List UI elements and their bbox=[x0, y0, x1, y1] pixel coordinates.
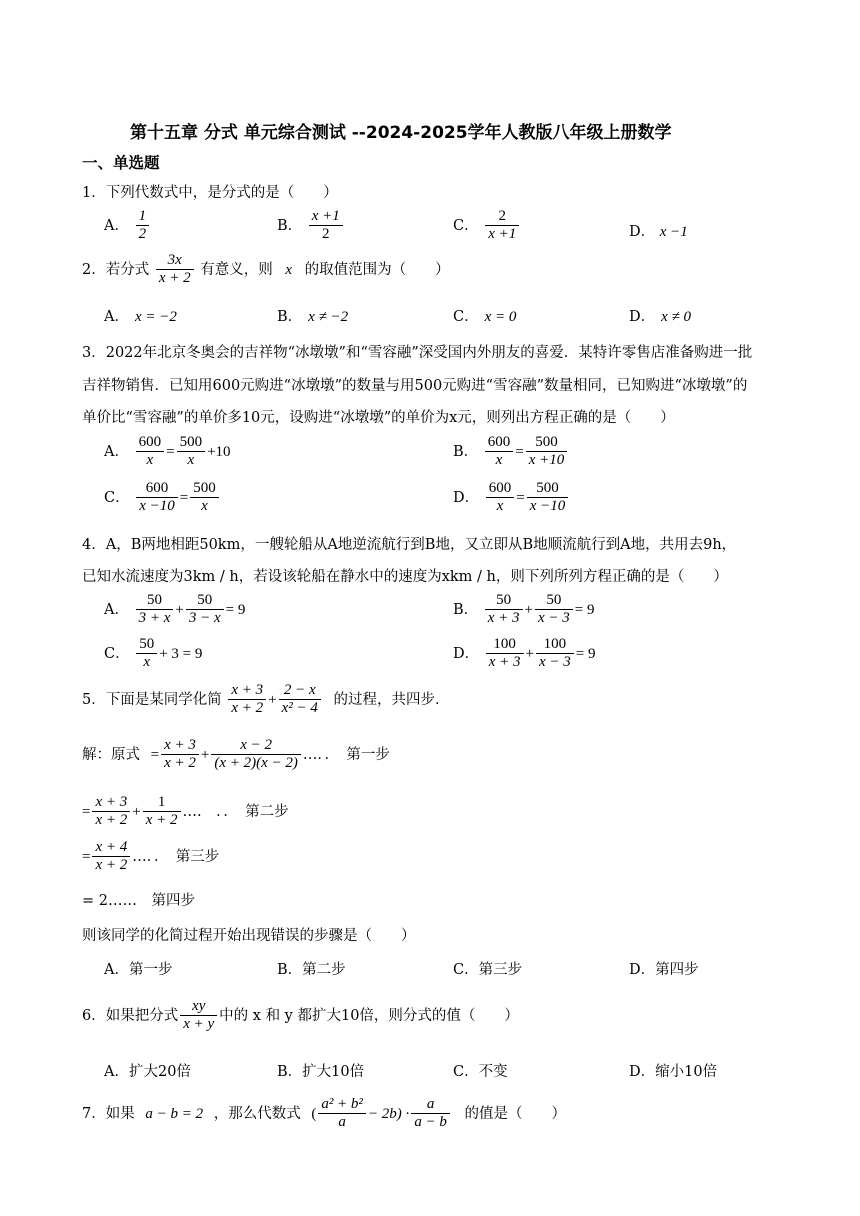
stem-text: 的过程，共四步． bbox=[333, 691, 450, 708]
denominator: 2 bbox=[136, 225, 150, 243]
option-label: B． bbox=[277, 309, 303, 325]
numerator: 50 bbox=[139, 636, 155, 652]
q3-option-b bbox=[453, 434, 569, 470]
question-5-stem: 5．下面是某同学化简 $\frac{x + 3}{x + 2}$ + $\frac{2 - x}{\text{x² − 4}}$ 的过程，共四步． bbox=[82, 682, 450, 717]
numerator: 50 bbox=[146, 592, 162, 608]
denominator: x + 2 bbox=[228, 699, 266, 717]
denominator: x +10 bbox=[526, 451, 568, 469]
solution-step-4: = 2…… 第四步 bbox=[82, 893, 195, 909]
option-label: D． bbox=[629, 224, 656, 240]
stem-text: 5．下面是某同学化简 bbox=[82, 691, 222, 708]
q3-option-d bbox=[453, 480, 570, 516]
plus-sign: + bbox=[524, 601, 534, 618]
denominator: x bbox=[486, 497, 515, 515]
q1-option-a bbox=[104, 208, 151, 244]
fraction bbox=[228, 682, 266, 718]
q5-option-d: D．第四步 bbox=[629, 962, 699, 978]
fraction bbox=[136, 208, 150, 244]
fraction bbox=[486, 480, 515, 516]
question-1-stem: 1．下列代数式中，是分式的是（ ） bbox=[82, 185, 338, 201]
fraction bbox=[279, 682, 321, 718]
question-3-line-2: 吉祥物销售．已知用600元购进“冰墩墩”的数量与用500元购进“雪容融”数量相同，已知购进“冰墩墩”的 bbox=[82, 378, 748, 394]
q4-option-c bbox=[104, 636, 202, 672]
solution-step-3: = $\frac{x + 4}{x + 2}$ …．． 第三步 bbox=[82, 839, 220, 874]
option-value: x −1 bbox=[659, 224, 688, 240]
option-label: A． bbox=[104, 309, 129, 325]
constant-term: +10 bbox=[207, 443, 231, 460]
solution-label: 解：原式 bbox=[82, 746, 140, 763]
denominator: x + 2 bbox=[92, 811, 130, 829]
denominator: x + 2 bbox=[143, 811, 181, 829]
numerator: 600 bbox=[487, 434, 511, 450]
fraction bbox=[136, 434, 165, 470]
question-6-stem bbox=[82, 998, 519, 1034]
question-3-line-3: 单价比“雪容融”的单价多10元，设购进“冰墩墩”的单价为x元，则列出方程正确的是（ ） bbox=[82, 410, 675, 426]
denominator: x + 2 bbox=[156, 269, 194, 287]
denominator: 3 + x bbox=[136, 609, 174, 627]
option-label: C． bbox=[104, 645, 130, 662]
stem-text: 7．如果 bbox=[82, 1105, 135, 1122]
fraction bbox=[526, 434, 568, 470]
numerator: 100 bbox=[493, 636, 516, 652]
q2-option-b bbox=[277, 305, 348, 326]
q2-option-d bbox=[629, 305, 691, 326]
denominator: x bbox=[190, 497, 219, 515]
numerator: xy bbox=[192, 998, 206, 1014]
denominator: x −10 bbox=[136, 497, 178, 515]
numerator: 500 bbox=[535, 434, 558, 450]
plus-sign: + bbox=[525, 645, 534, 662]
question-5-question: 则该同学的化简过程开始出现错误的步骤是（ ） bbox=[82, 928, 416, 944]
question-3-line-1: 3．2022年北京冬奥会的吉祥物“冰墩墩”和“雪容融”深受国内外朋友的喜爱．某特许零售店准备购进一批 bbox=[82, 345, 753, 361]
denominator: x² − 4 bbox=[279, 699, 321, 717]
equation-result: = 9 bbox=[225, 601, 246, 618]
denominator: x + 2 bbox=[92, 856, 130, 874]
q5-option-a: A．第一步 bbox=[104, 962, 173, 978]
fraction bbox=[485, 434, 514, 470]
stem-text: 有意义，则 bbox=[200, 261, 273, 278]
solution-step-1: 解：原式 = $\frac{x + 3}{x + 2}$ + $\frac{x - 2}{(x + 2)(x - 2)}$ …．． 第一步 bbox=[82, 737, 390, 772]
equation-result: = 9 bbox=[575, 645, 596, 662]
question-7-stem: 7．如果 a − b = 2 ，那么代数式 ( $\frac{\text{a² + b²}}{a}$ − 2b) · $\frac{a}{a - b}$ 的值是（ ） bbox=[82, 1096, 567, 1131]
q4-option-a bbox=[104, 592, 245, 628]
stem-text: ，那么代数式 bbox=[213, 1105, 301, 1122]
option-label: D． bbox=[453, 489, 480, 506]
fraction bbox=[161, 737, 199, 773]
stem-text: 6．如果把分式 bbox=[82, 1007, 179, 1024]
numerator: x + 3 bbox=[231, 682, 264, 698]
q1-option-c bbox=[453, 208, 521, 244]
option-label: C． bbox=[453, 217, 479, 234]
stem-text: 的值是（ ） bbox=[464, 1105, 567, 1122]
denominator: x bbox=[136, 451, 165, 469]
solution-step-2: = $\frac{x + 3}{x + 2}$ + $\frac{1}{x + 2}$ …. ．． 第二步 bbox=[82, 794, 289, 829]
option-label: C． bbox=[453, 309, 479, 325]
option-label: A． bbox=[104, 217, 129, 234]
numerator: x + 3 bbox=[95, 794, 128, 810]
q6-option-c: C．不变 bbox=[453, 1064, 508, 1080]
denominator: x − 3 bbox=[535, 609, 573, 627]
step-annotation: …．． 第三步 bbox=[132, 848, 220, 865]
option-label: B． bbox=[453, 601, 479, 618]
fraction bbox=[136, 592, 174, 628]
q1-option-d bbox=[629, 220, 688, 241]
denominator: a − b bbox=[411, 1113, 450, 1131]
equals-sign: = bbox=[166, 443, 175, 460]
fraction bbox=[485, 208, 519, 244]
equation-result: + 3 = 9 bbox=[159, 645, 203, 662]
option-label: D． bbox=[453, 645, 480, 662]
step-annotation: …. ．． 第二步 bbox=[182, 803, 289, 820]
numerator: a bbox=[426, 1096, 435, 1112]
fraction bbox=[527, 480, 569, 516]
numerator: x +1 bbox=[311, 208, 340, 224]
denominator: x bbox=[485, 451, 514, 469]
q3-option-a bbox=[104, 434, 231, 470]
fraction bbox=[411, 1096, 450, 1132]
variable: x bbox=[285, 261, 293, 278]
fraction bbox=[186, 592, 224, 628]
numerator: 1 bbox=[138, 208, 147, 224]
fraction bbox=[143, 794, 181, 830]
numerator: 600 bbox=[145, 480, 169, 496]
stem-text: 2．若分式 bbox=[82, 261, 150, 278]
denominator: 3 − x bbox=[186, 609, 224, 627]
denominator: 2 bbox=[309, 225, 343, 243]
numerator: a² + b² bbox=[321, 1096, 363, 1112]
condition: a − b = 2 bbox=[145, 1105, 204, 1122]
denominator: x + 2 bbox=[161, 754, 199, 772]
denominator: x + 3 bbox=[485, 609, 523, 627]
fraction bbox=[190, 480, 219, 516]
q5-option-c: C．第三步 bbox=[453, 962, 523, 978]
numerator: 500 bbox=[179, 434, 203, 450]
option-label: A． bbox=[104, 601, 129, 618]
equals-sign: = bbox=[515, 443, 524, 460]
numerator: 600 bbox=[488, 480, 512, 496]
q3-option-c bbox=[104, 480, 221, 516]
numerator: 2 bbox=[498, 208, 506, 224]
expression-middle: − 2b) · bbox=[367, 1105, 410, 1122]
denominator: (x + 2)(x − 2) bbox=[211, 754, 301, 772]
numerator: 50 bbox=[197, 592, 213, 608]
q6-option-d: D．缩小10倍 bbox=[629, 1064, 718, 1080]
fraction bbox=[177, 434, 206, 470]
page-title: 第十五章 分式 单元综合测试 --2024-2025学年人教版八年级上册数学 bbox=[130, 123, 672, 143]
denominator: x − 3 bbox=[536, 653, 574, 671]
section-heading: 一、单选题 bbox=[82, 154, 160, 172]
option-label: A． bbox=[104, 443, 129, 460]
fraction bbox=[136, 480, 178, 516]
numerator: 1 bbox=[157, 794, 166, 810]
fraction bbox=[180, 998, 217, 1034]
question-4-line-2: 已知水流速度为3km / h，若设该轮船在静水中的速度为xkm / h，则下列所列方程正确的是（ ） bbox=[82, 569, 728, 585]
denominator: x + 3 bbox=[486, 653, 524, 671]
option-value: x = −2 bbox=[134, 309, 177, 325]
denominator: x bbox=[136, 653, 157, 671]
numerator: 600 bbox=[138, 434, 162, 450]
q4-option-d bbox=[453, 636, 596, 672]
denominator: x bbox=[177, 451, 206, 469]
numerator: 50 bbox=[496, 592, 512, 608]
fraction bbox=[318, 1096, 366, 1132]
numerator: 500 bbox=[193, 480, 216, 496]
question-4-line-1: 4．A，B两地相距50km，一艘轮船从A地逆流航行到B地，又立即从B地顺流航行到A地，共用去9h， bbox=[82, 537, 737, 553]
step-annotation: …．． 第一步 bbox=[302, 746, 390, 763]
option-value: x ≠ −2 bbox=[308, 309, 349, 325]
q2-option-c bbox=[453, 305, 516, 326]
option-label: B． bbox=[277, 217, 303, 234]
fraction bbox=[309, 208, 343, 244]
numerator: x + 3 bbox=[164, 737, 196, 753]
stem-text: 的取值范围为（ ） bbox=[304, 261, 450, 278]
fraction bbox=[92, 839, 130, 875]
option-label: B． bbox=[453, 443, 479, 460]
q6-option-a: A．扩大20倍 bbox=[104, 1064, 191, 1080]
numerator: 100 bbox=[543, 636, 567, 652]
question-2-stem bbox=[82, 252, 450, 288]
numerator: 50 bbox=[546, 592, 562, 608]
fraction bbox=[136, 636, 157, 672]
fraction bbox=[485, 592, 523, 628]
q6-option-b: B．扩大10倍 bbox=[277, 1064, 365, 1080]
option-value: x ≠ 0 bbox=[661, 309, 692, 325]
fraction bbox=[486, 636, 524, 672]
equals-sign: = bbox=[516, 489, 525, 506]
q2-option-a bbox=[104, 305, 177, 326]
fraction bbox=[536, 636, 574, 672]
denominator: x −10 bbox=[527, 497, 569, 515]
numerator: 3x bbox=[167, 252, 182, 268]
equals-sign: = bbox=[179, 489, 189, 506]
q4-option-b bbox=[453, 592, 595, 628]
denominator: x + y bbox=[180, 1015, 217, 1033]
stem-text: 中的 x 和 y 都扩大10倍，则分式的值（ ） bbox=[219, 1007, 519, 1024]
numerator: x + 4 bbox=[95, 839, 128, 855]
numerator: 2 − x bbox=[283, 682, 316, 698]
denominator: a bbox=[318, 1113, 366, 1131]
option-label: C． bbox=[104, 489, 130, 506]
fraction bbox=[156, 252, 194, 288]
fraction bbox=[92, 794, 130, 830]
equation-result: = 9 bbox=[574, 601, 595, 618]
q5-option-b: B．第二步 bbox=[277, 962, 346, 978]
fraction bbox=[211, 737, 301, 773]
fraction bbox=[535, 592, 573, 628]
denominator: x +1 bbox=[485, 225, 519, 243]
q1-option-b bbox=[277, 208, 345, 244]
numerator: 500 bbox=[536, 480, 559, 496]
numerator: x − 2 bbox=[240, 737, 272, 753]
plus-sign: + bbox=[175, 601, 184, 618]
option-label: D． bbox=[629, 309, 656, 325]
option-value: x = 0 bbox=[484, 309, 517, 325]
